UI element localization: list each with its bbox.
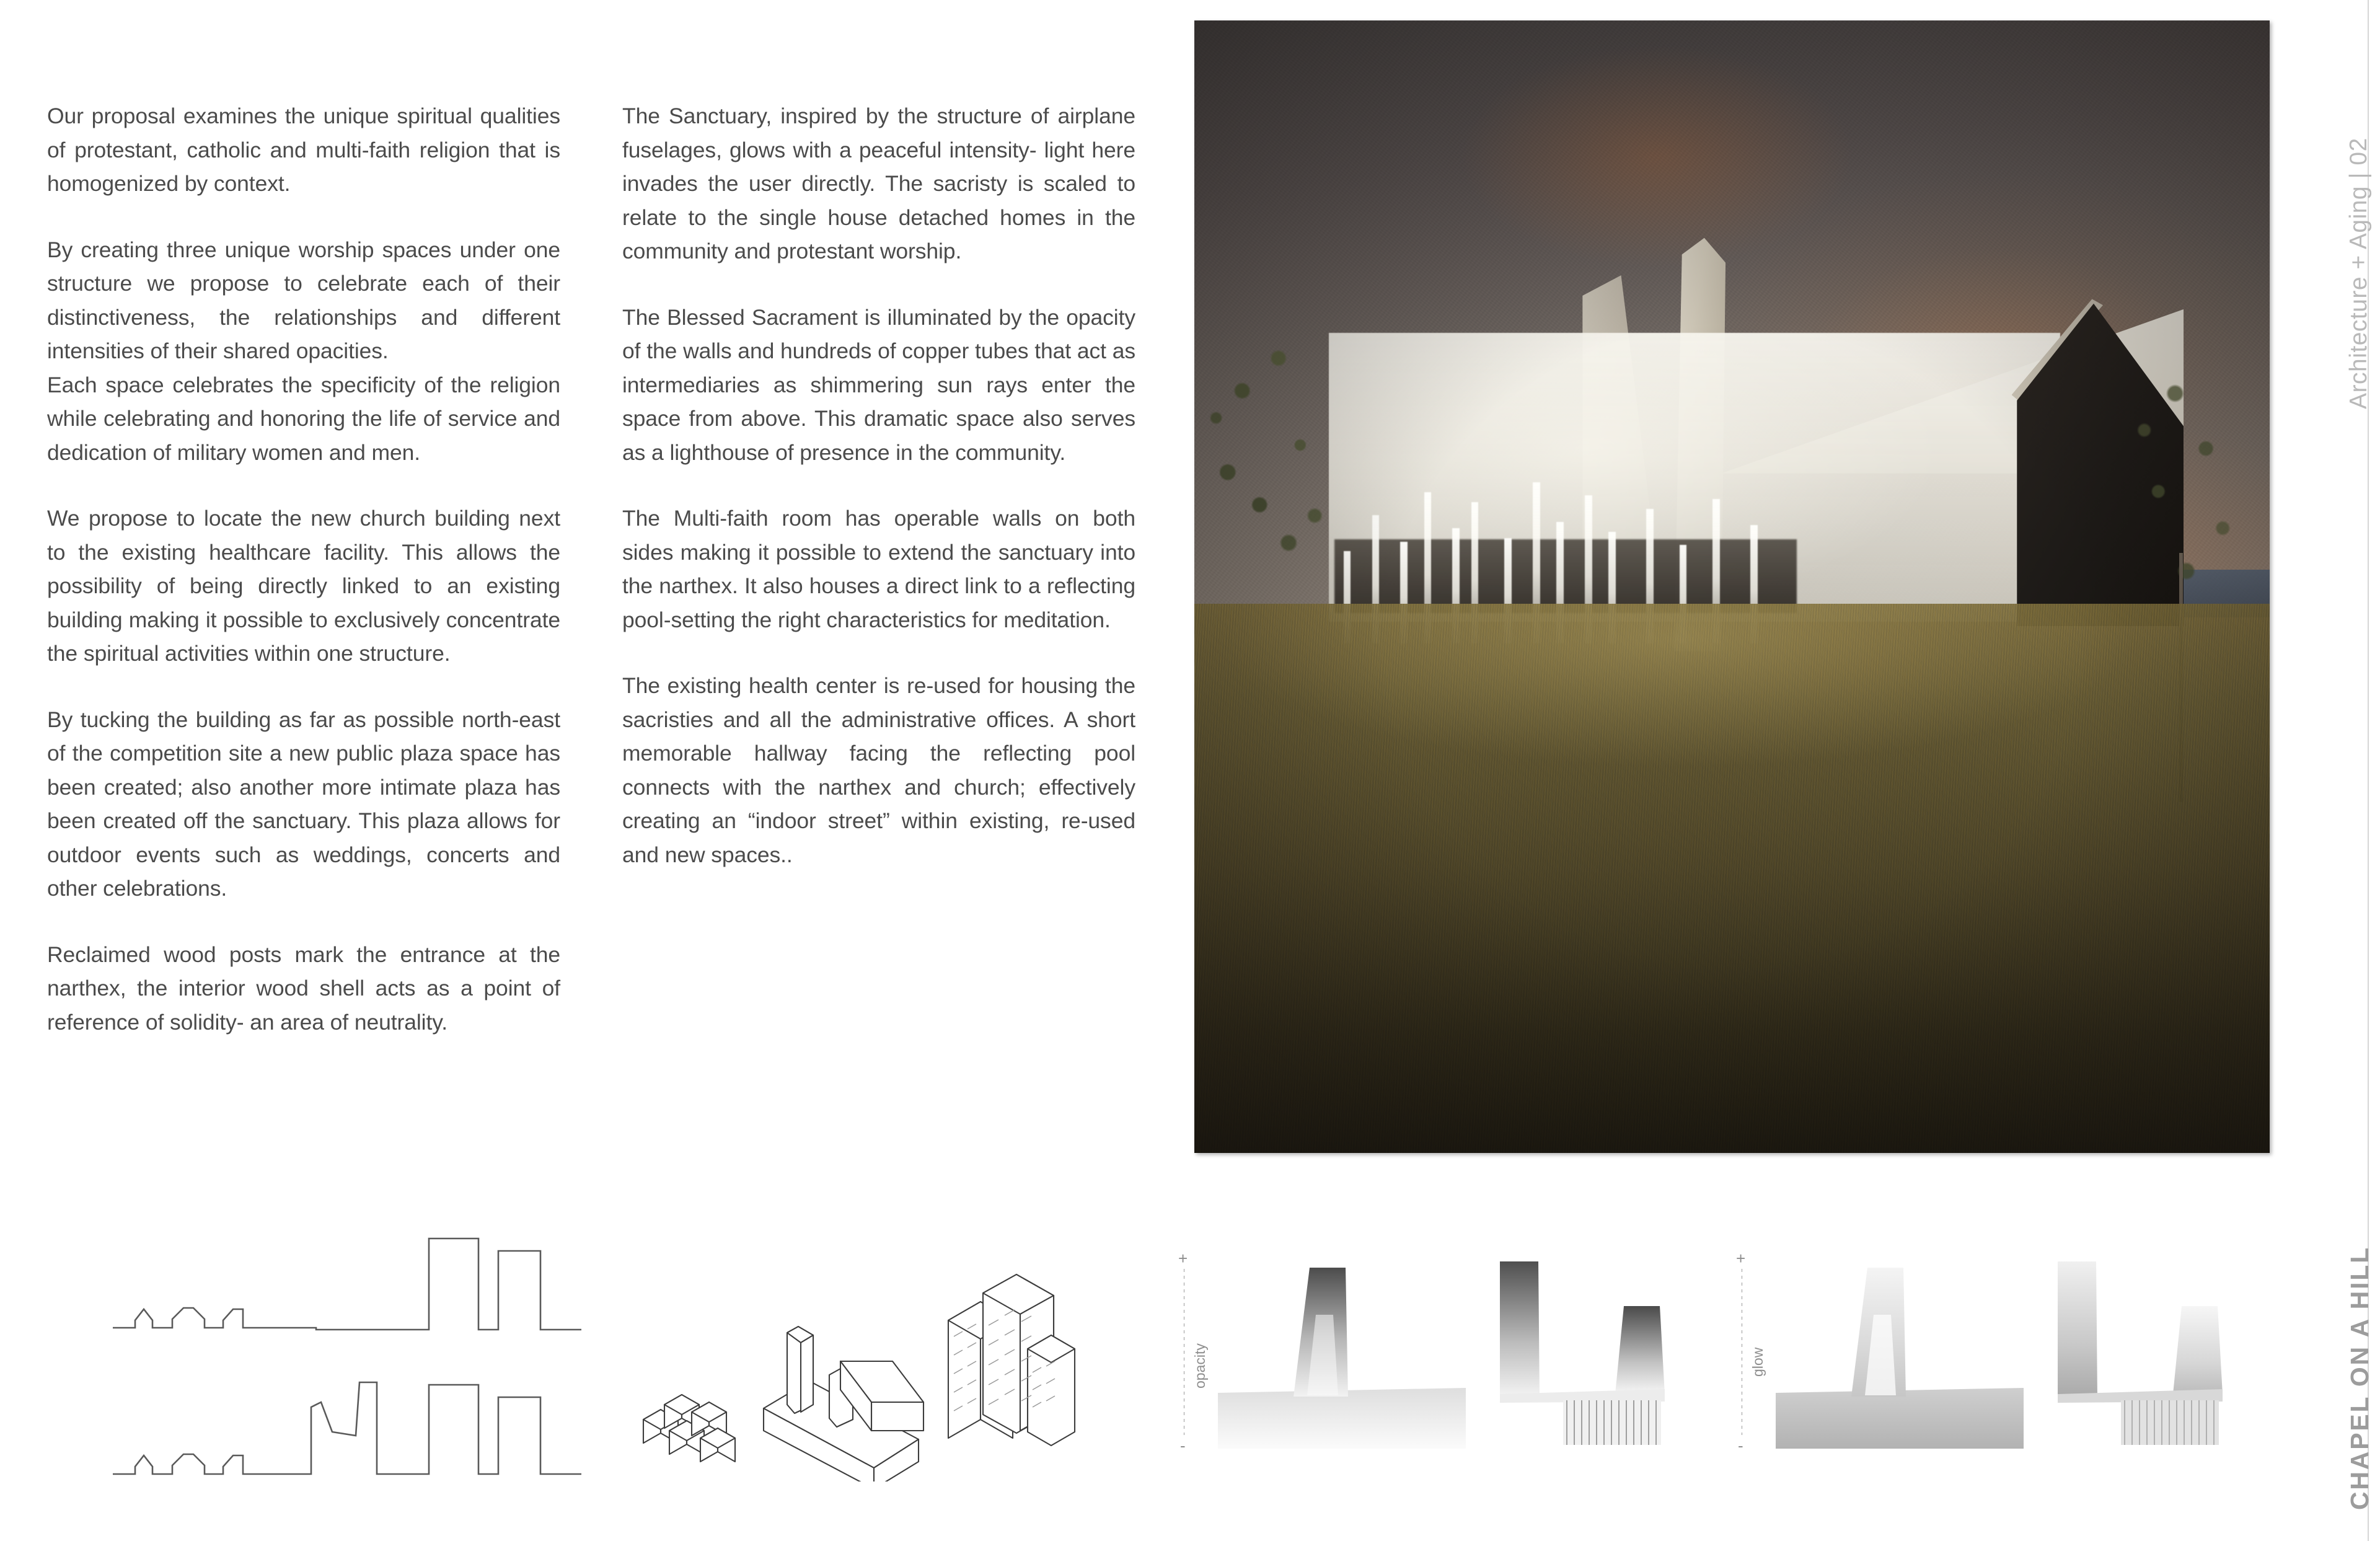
body-text-column-left [47,99,560,1039]
glow-axis-minus: - [1738,1436,1743,1455]
sheet-label: Architecture + Aging | 02 [2345,138,2372,409]
chapel-massing [764,1327,923,1481]
opacity-b-right-wall [1615,1306,1665,1394]
opacity-axis-minus: - [1180,1436,1186,1455]
apartment-block-massing [948,1274,1075,1446]
opacity-diagram-a [1218,1255,1466,1460]
paragraph: The existing health center is re-used for housing the sacristies and all the administrative offices. A short memorable hallway facing the reflecting pool connects with the narthex and church; effectively creating an “indoor street” within existing, re-used and new spaces.. [622,673,1135,867]
paragraph: Each space celebrates the specificity of the religion while celebrating and honoring the life of service and dedication of military women and men. [47,372,560,465]
opacity-diagram-b [1494,1255,1680,1460]
glow-diagram-b [2052,1255,2237,1460]
paragraph: Our proposal examines the unique spiritual qualities of protestant, catholic and multi-faith religion that is homogenized by context. [47,104,560,196]
render-vignette [1194,20,2270,1153]
opacity-b-left-wall [1500,1261,1540,1398]
skyline-svg [112,1221,583,1481]
detached-houses-massing [643,1395,735,1462]
glow-axis-plus: + [1736,1249,1746,1268]
axonometric-svg [632,1234,1091,1481]
paragraph: The Blessed Sacrament is illuminated by the opacity of the walls and hundreds of copper tubes that act as intermediaries as shimmering sun rays enter the space from above. This dramatic space also serves as a lighthouse of presence in the community. [622,304,1135,465]
opacity-a-base [1218,1388,1466,1449]
body-text-column-right [622,99,1135,872]
paragraph: By creating three unique worship spaces under one structure we propose to celebrate each of their distinctiveness, the relationships and different intensities of their shared opacities. [47,237,560,363]
paragraph: The Sanctuary, inspired by the structure of airplane fuselages, glows with a peaceful intensity- light here invades the user directly. The sacristy is scaled to relate to the single house detached homes in the community and protestant worship. [622,104,1135,263]
paragraph: Reclaimed wood posts mark the entrance at the narthex, the interior wood shell acts as a point of reference of solidity- an area of neutrality. [47,942,560,1035]
glow-axis-label: glow [1750,1347,1766,1377]
glow-diagram-group [1736,1249,2241,1466]
paragraph: The Multi-faith room has operable walls on both sides making it possible to extend the sanctuary into the narthex. It also houses a direct link to a reflecting pool-setting the right characteristics for meditation. [622,506,1135,632]
paragraph: By tucking the building as far as possible north-east of the competition site a new public plaza space has been created; also another more intimate plaza has been created off the sanctuary. This plaza allows for outdoor events such as weddings, concerts and other celebrations. [47,707,560,901]
glow-b-right-wall [2173,1306,2223,1394]
glow-diagram-a [1776,1255,2024,1460]
diagram-strip [0,1221,2380,1541]
glow-a-base [1776,1388,2024,1449]
opacity-diagram-group [1178,1249,1683,1466]
exterior-render-image [1194,20,2270,1153]
opacity-axis-label: opacity [1192,1343,1208,1389]
skyline-profile-proposed [113,1382,581,1474]
glow-b-left-wall [2058,1261,2097,1398]
skyline-profile-existing [113,1239,581,1330]
project-title: CHAPEL ON A HILL [2345,1246,2374,1510]
paragraph: We propose to locate the new church building next to the existing healthcare facility. This allows the possibility of being directly linked to an existing building making it possible to exclusively concentrate the spiritual activities within one structure. [47,506,560,666]
massing-comparison-diagrams [632,1234,1091,1481]
opacity-axis-plus: + [1178,1249,1188,1268]
context-section-profiles [112,1221,583,1481]
